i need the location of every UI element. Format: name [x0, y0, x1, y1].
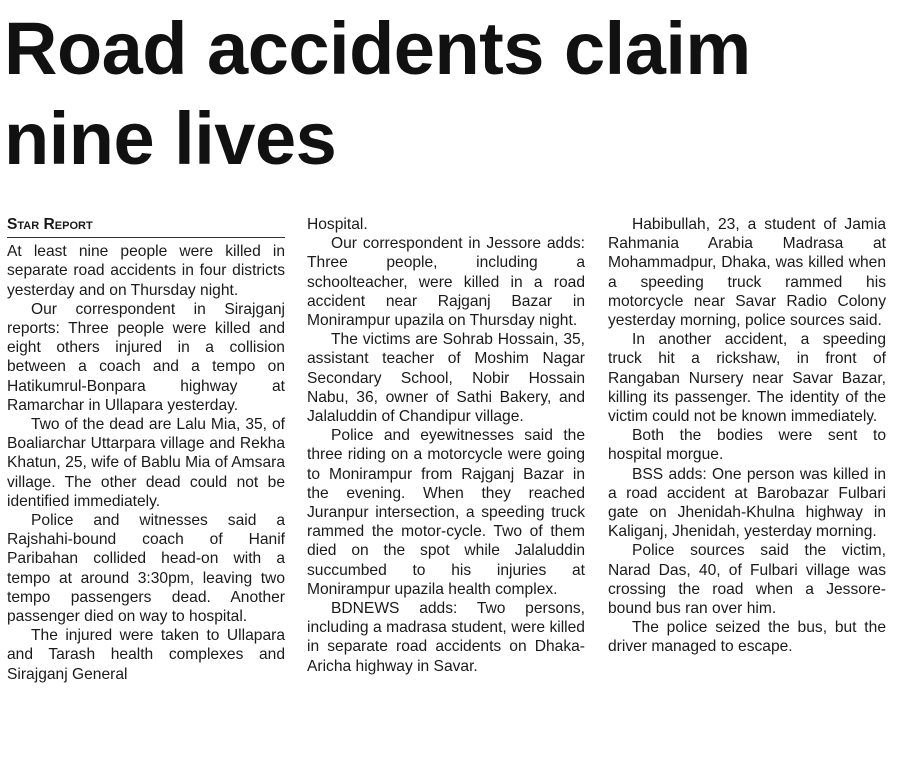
paragraph: The police seized the bus, but the driver managed to escape. [608, 619, 886, 656]
paragraph: BSS adds: One person was killed in a road accident at Barobazar Fulbari gate on Jhenidah-Khulna highway in Kaliganj, Jhenidah, yesterday morning. [608, 465, 886, 541]
paragraph-continued: Hospital. [307, 216, 368, 233]
paragraph: Police and witnesses said a Rajshahi-bound coach of Hanif Paribahan collided head-on with a tempo at around 3:30pm, leaving two tempo passengers dead. Another passenger died on way to hospital. [7, 512, 285, 626]
column-3 [608, 215, 886, 657]
headline: Road accidents claim nine lives [4, 7, 751, 180]
paragraph: Police and eyewitnesses said the three riding on a motorcycle were going to Monirampur from Rajganj Bazar in the evening. When they reached Juranpur intersection, a speeding truck rammed the motor-cycle. Two of them died on the spot while Jalaluddin succumbed to his injuries at Monirampur upazila health complex. [307, 427, 585, 598]
byline: Star Report [7, 215, 285, 238]
paragraph: Our correspondent in Jessore adds: Three people, including a schoolteacher, were killed in a road accident near Rajganj Bazar in Monirampur upazila on Thursday night. [307, 235, 585, 330]
paragraph: The injured were taken to Ullapara and Tarash health complexes and Sirajganj General [7, 627, 285, 683]
paragraph: Police sources said the victim, Narad Das, 40, of Fulbari village was crossing the road when a Jessore-bound bus ran over him. [608, 542, 886, 618]
paragraph: Our correspondent in Sirajganj reports: Three people were killed and eight others injured in a collision between a coach and a tempo on Hatikumrul-Bonpara highway at Ramarchar in Ullapara yesterday. [7, 300, 285, 414]
paragraph: Habibullah, 23, a student of Jamia Rahmania Arabia Madrasa at Mohammadpur, Dhaka, was killed when a speeding truck rammed his motorcycle near Savar Radio Colony yesterday morning, police sources said. [608, 216, 886, 330]
paragraph: Two of the dead are Lalu Mia, 35, of Boaliarchar Uttarpara village and Rekha Khatun, 25, wife of Bablu Mia of Amsara village. The other dead could not be identified immediately. [7, 416, 285, 510]
column-1 [7, 215, 285, 684]
paragraph: BDNEWS adds: Two persons, including a madrasa student, were killed in separate road accidents on Dhaka-Aricha highway in Savar. [307, 600, 585, 675]
column-2 [307, 215, 585, 676]
paragraph: At least nine people were killed in separate road accidents in four districts yesterday and on Thursday night. [7, 243, 285, 299]
paragraph: In another accident, a speeding truck hit a rickshaw, in front of Rangaban Nursery near Savar Bazar, killing its passenger. The identity of the victim could not be known immediately. [608, 331, 886, 426]
paragraph: Both the bodies were sent to hospital morgue. [608, 427, 886, 464]
paragraph: The victims are Sohrab Hossain, 35, assistant teacher of Moshim Nagar Secondary School, Nobir Hossain Nabu, 36, owner of Sathi Bakery, and Jalaluddin of Chandipur village. [307, 331, 585, 426]
